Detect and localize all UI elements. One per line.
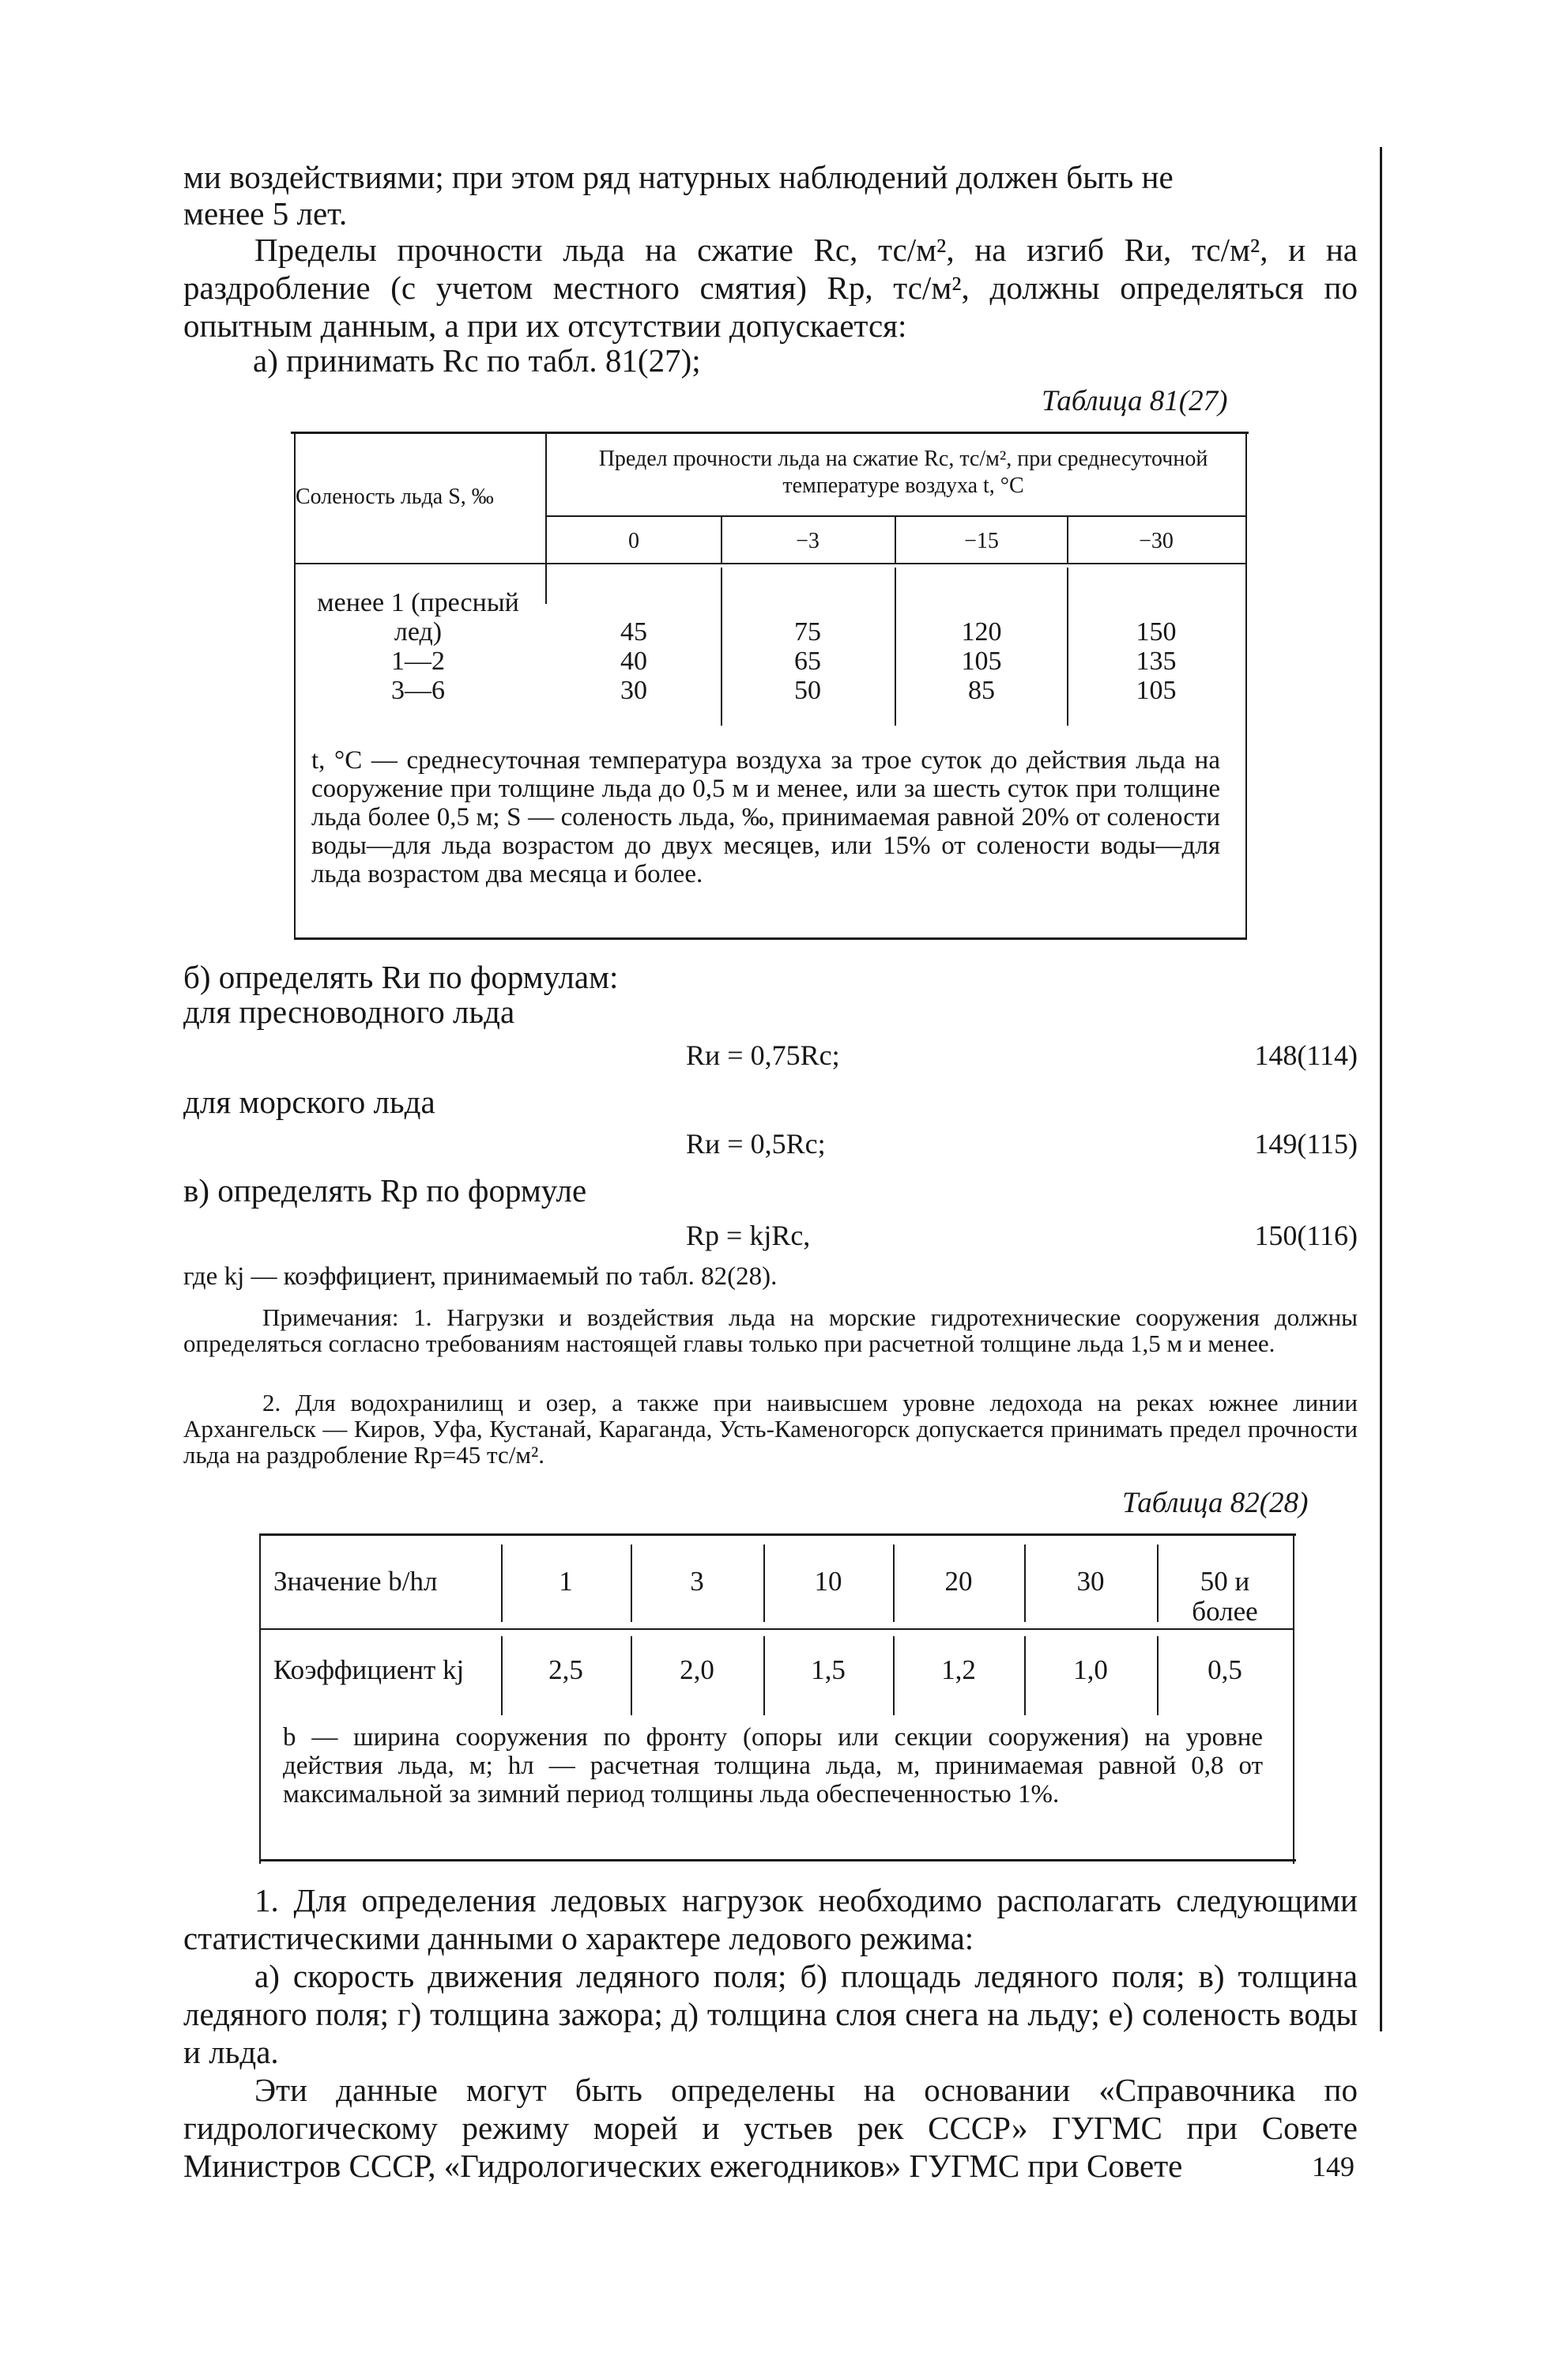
eqno-149: 149(115) — [1254, 1128, 1358, 1160]
t81-row-label-1: менее 1 (пресный лед) — [317, 588, 519, 647]
t81-c0-r1: 45 — [620, 617, 647, 647]
t82-r1-c4: 20 — [944, 1566, 973, 1597]
fresh-ice-label: для пресноводного льда — [183, 994, 515, 1030]
t82-r1-c1: 1 — [559, 1566, 573, 1597]
intro-line-2: менее 5 лет. — [183, 195, 348, 232]
t82-row1-label: Значение b/hл — [273, 1566, 438, 1597]
t81-group-rule — [545, 515, 1247, 517]
item-b: б) определять Rи по формулам: — [183, 959, 619, 995]
t82-row-rule — [261, 1628, 1293, 1630]
eqno-148: 148(114) — [1254, 1039, 1358, 1071]
t82-bottom-rule — [259, 1859, 1296, 1861]
t81-c2-r3: 85 — [968, 676, 995, 705]
t81-c1-r3: 50 — [794, 676, 821, 705]
where-kj: где kj — коэффициент, принимаемый по табл. 82(28). — [183, 1262, 778, 1291]
t81-c3-r1: 150 — [1136, 617, 1177, 647]
t81-temp-0: 0 — [628, 529, 639, 553]
formula-150: Rр = kjRс, — [686, 1220, 811, 1251]
table82-caption: Таблица 82(28) — [1122, 1487, 1309, 1519]
t81-note: t, °C — среднесуточная температура воздуха за трое суток до действия льда на сооружение при толщине льда до 0,5 м и менее, или за шесть суток при толщине льда более 0,5 м; S — соленость льда, ‰, принимаемая равной 20% от солености воды—для льда возрастом до двух месяцев, или 15% от солености воды—для льда возрастом два месяца и более. — [311, 746, 1220, 888]
para-limits: Пределы прочности льда на сжатие Rс, тс/м², на изгиб Rи, тс/м², и на раздробление (с учетом местного смятия) Rр, тс/м², должны определяться по опытным данным, а при их отсутствии допускается: — [183, 232, 1358, 344]
note-1: Примечания: 1. Нагрузки и воздействия льда на морские гидротехнические сооружения должны определяться согласно требованиям настоящей главы только при расчетной толщине льда 1,5 м и менее. — [183, 1303, 1358, 1357]
t82-row2-label: Коэффициент kj — [273, 1654, 465, 1685]
t81-c3-r3: 105 — [1136, 676, 1177, 705]
formula-149: Rи = 0,5Rс; — [686, 1128, 826, 1160]
t81-bottom-rule — [294, 937, 1247, 940]
sea-ice-label: для морского льда — [183, 1084, 435, 1120]
margin-rule — [1380, 147, 1382, 2031]
t81-row-label-2: 1—2 — [391, 647, 445, 676]
item-v: в) определять Rр по формуле — [183, 1172, 587, 1209]
t82-r1-c3: 10 — [814, 1566, 842, 1597]
note-2: 2. Для водохранилищ и озер, а также при наивысшем уровне ледохода на реках южнее линии Архангельск — Киров, Уфа, Кустанай, Караганда, Усть-Каменогорск допускается принимать предел прочности льда на раздробление Rр=45 тс/м². — [183, 1389, 1358, 1469]
t82-top-rule — [259, 1533, 1296, 1536]
t81-c1-r2: 65 — [794, 647, 821, 676]
t81-c0-r3: 30 — [620, 676, 647, 705]
t81-col1-header: Соленость льда S, ‰ — [296, 485, 494, 509]
t81-c1-r1: 75 — [794, 617, 821, 647]
t82-r2-c1: 2,5 — [548, 1654, 583, 1685]
t81-c3-r2: 135 — [1136, 647, 1177, 676]
t82-left-rule — [259, 1535, 261, 1864]
t82-note: b — ширина сооружения по фронту (опоры или секции сооружения) на уровне действия льда, м; hл — расчетная толщина льда, м, принимаемая равной 0,8 от максимальной за зимний период толщины льда обеспеченностью 1%. — [283, 1723, 1263, 1809]
closing-para-3: Эти данные могут быть определены на основании «Справочника по гидрологическому режиму морей и устьев рек СССР» ГУГМС при Совете Министров СССР, «Гидрологических ежегодников» ГУГМС при Совете — [183, 2072, 1358, 2184]
t81-right-rule — [1245, 433, 1247, 939]
table81-caption: Таблица 81(27) — [1042, 385, 1228, 417]
t82-r2-c3: 1,5 — [811, 1654, 846, 1685]
t82-r1-sep-6 — [1157, 1545, 1159, 1622]
closing-para-2: а) скорость движения ледяного поля; б) площадь ледяного поля; в) толщина ледяного поля; г) толщина зажора; д) толщина слоя снега на льду; е) соленость воды и льда. — [183, 1958, 1358, 2070]
t81-top-rule — [291, 432, 1249, 434]
item-a: а) принимать Rс по табл. 81(27); — [253, 342, 701, 379]
t81-head-rule — [294, 563, 1247, 564]
t81-group-header: Предел прочности льда на сжатие Rс, тс/м², при среднесуточной температуре воздуха t, °C — [598, 447, 1208, 498]
t81-temp-m3: −3 — [796, 529, 819, 553]
t82-r1-c5: 30 — [1076, 1566, 1105, 1597]
intro-line-1: ми воздействиями; при этом ряд натурных наблюдений должен быть не — [183, 159, 1174, 195]
formula-148: Rи = 0,75Rс; — [686, 1039, 840, 1071]
t82-r2-c4: 1,2 — [941, 1654, 976, 1685]
t82-r1-c2: 3 — [690, 1566, 704, 1597]
t81-c2-r1: 120 — [961, 617, 1002, 647]
t81-temp-m30: −30 — [1139, 529, 1174, 553]
t82-r2-c2: 2,0 — [680, 1654, 714, 1685]
t82-r2-c6: 0,5 — [1208, 1654, 1242, 1685]
t82-r2-c5: 1,0 — [1073, 1654, 1108, 1685]
t81-temp-m15: −15 — [964, 529, 999, 553]
t81-c0-r2: 40 — [620, 647, 647, 676]
t81-col1-rule — [545, 433, 547, 604]
t82-r1-c6: 50 и более — [1192, 1566, 1258, 1627]
t81-c2-r2: 105 — [961, 647, 1002, 676]
t81-row-label-3: 3—6 — [391, 676, 445, 705]
page-number: 149 — [1312, 2151, 1354, 2182]
eqno-150: 150(116) — [1254, 1220, 1358, 1251]
closing-para-1: 1. Для определения ледовых нагрузок необходимо располагать следующими статистическими данными о характере ледового режима: — [183, 1882, 1358, 1956]
t82-right-rule — [1293, 1535, 1294, 1864]
